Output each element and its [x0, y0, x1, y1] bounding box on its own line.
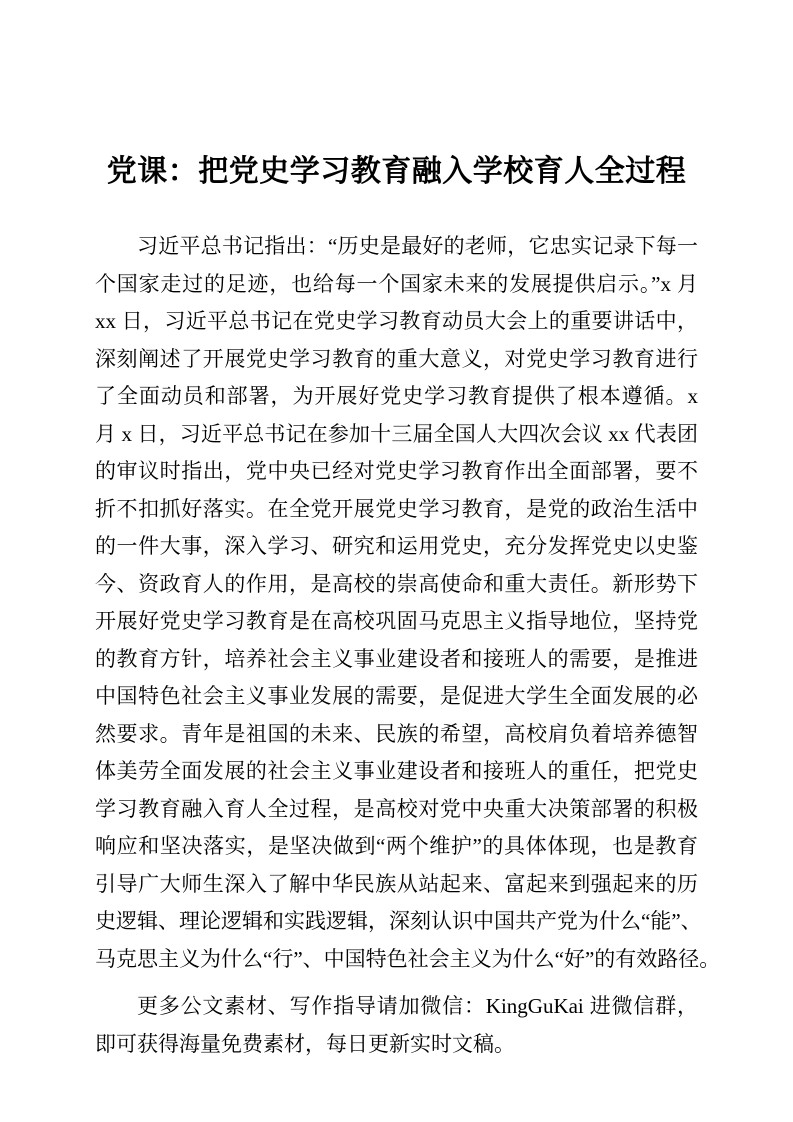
text-line: 体美劳全面发展的社会主义事业建设者和接班人的重任，把党史 [95, 759, 698, 783]
text-line: 的审议时指出，党中央已经对党史学习教育作出全面部署，要不 [95, 459, 698, 483]
text-line: 深刻阐述了开展党史学习教育的重大意义，对党史学习教育进行 [95, 346, 698, 371]
text-line: xx 日，习近平总书记在党史学习教育动员大会上的重要讲话中， [95, 309, 698, 333]
text-line: 开展好党史学习教育是在高校巩固马克思主义指导地位，坚持党 [95, 609, 698, 633]
text-line: 的一件大事，深入学习、研究和运用党史，充分发挥党史以史鉴 [95, 534, 698, 558]
text-line: 习近平总书记指出：“历史是最好的老师，它忠实记录下每一 [137, 234, 698, 258]
text-line: 然要求。青年是祖国的未来、民族的希望，高校肩负着培养德智 [95, 721, 698, 746]
text-line: 引导广大师生深入了解中华民族从站起来、富起来到强起来的历 [95, 871, 698, 896]
text-line: 折不扣抓好落实。在全党开展党史学习教育，是党的政治生活中 [95, 496, 698, 521]
text-line: 更多公文素材、写作指导请加微信：KingGuKai 进微信群， [137, 994, 698, 1018]
document-title: 党课：把党史学习教育融入学校育人全过程 [106, 155, 687, 188]
text-line: 今、资政育人的作用，是高校的崇高使命和重大责任。新形势下 [95, 571, 698, 596]
text-line: 个国家走过的足迹，也给每一个国家未来的发展提供启示。”x 月 [95, 271, 698, 296]
text-line: 响应和坚决落实，是坚决做到“两个维护”的具体体现，也是教育 [95, 834, 698, 858]
text-line: 的教育方针，培养社会主义事业建设者和接班人的需要，是推进 [95, 646, 698, 671]
text-line: 月 x 日，习近平总书记在参加十三届全国人大四次会议 xx 代表团 [95, 421, 698, 446]
document-body [95, 228, 721, 1063]
paragraph [95, 228, 721, 978]
paragraph [95, 988, 698, 1063]
text-line: 史逻辑、理论逻辑和实践逻辑，深刻认识中国共产党为什么“能”、 [95, 909, 702, 933]
text-line: 马克思主义为什么“行”、中国特色社会主义为什么“好”的有效路径。 [95, 946, 721, 971]
text-line: 学习教育融入育人全过程，是高校对党中央重大决策部署的积极 [95, 796, 698, 821]
text-line: 了全面动员和部署，为开展好党史学习教育提供了根本遵循。x [95, 384, 698, 408]
text-line: 即可获得海量免费素材，每日更新实时文稿。 [95, 1031, 515, 1056]
text-line: 中国特色社会主义事业发展的需要，是促进大学生全面发展的必 [95, 684, 698, 708]
